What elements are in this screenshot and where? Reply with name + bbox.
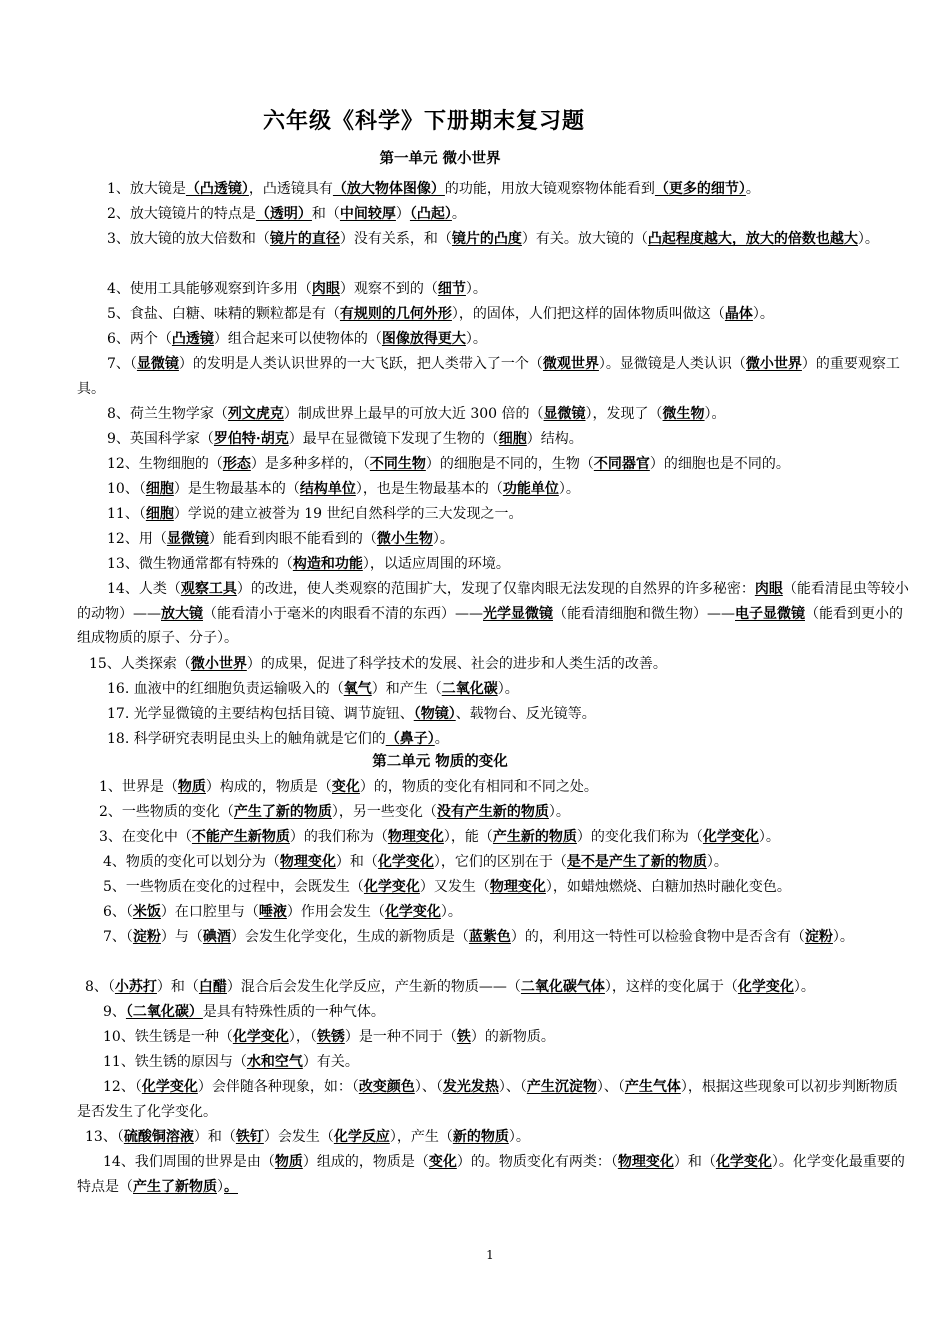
answer-text: 有规则的几何外形 <box>339 306 452 322</box>
answer-text: 列文虎克 <box>227 406 284 422</box>
question-text: 15、人类探索（ <box>89 656 191 672</box>
answer-text: 二氧化碳气体 <box>520 979 605 995</box>
review-question <box>77 875 909 900</box>
answer-text: 物质 <box>177 779 206 795</box>
question-text: ）。 <box>704 406 726 422</box>
question-text: ）、（ <box>596 1079 625 1095</box>
review-question <box>77 900 909 925</box>
answer-text: （二氧化碳） <box>125 1004 203 1020</box>
answer-text: 产生新的物质 <box>492 829 577 845</box>
answer-text: 产生沉淀物 <box>526 1079 597 1095</box>
answer-text: 微观世界 <box>542 356 599 372</box>
answer-text: 化学变化 <box>232 1029 289 1045</box>
question-text: 4、物质的变化可以划分为（ <box>103 854 280 870</box>
review-question <box>77 775 909 800</box>
answer-text: 细胞 <box>498 431 527 447</box>
answer-text: 肉眼 <box>754 581 783 597</box>
review-question <box>77 1125 909 1150</box>
question-text: 3、放大镜的放大倍数和（ <box>107 231 270 247</box>
question-text: 12、用（ <box>107 531 167 547</box>
answer-text: 细胞 <box>145 481 174 497</box>
question-text: 11、（ <box>107 506 146 522</box>
question-text: ）的重要观察工具。 <box>77 356 900 397</box>
question-text: ）。 <box>706 854 728 870</box>
question-text: 8、荷兰生物学家（ <box>107 406 228 422</box>
answer-text: 小苏打 <box>114 979 157 995</box>
question-text: ）会发生（ <box>263 1129 334 1145</box>
review-question <box>77 850 909 875</box>
question-text: ）的细胞也是不同的。 <box>649 456 790 472</box>
question-text: ）。显微镜是人类认识（ <box>598 356 746 372</box>
answer-text: 凸透镜 <box>171 331 214 347</box>
review-question <box>77 277 909 302</box>
answer-text: 物理变化 <box>279 854 336 870</box>
answer-text: 淀粉 <box>804 929 833 945</box>
review-question <box>77 1150 909 1199</box>
question-text: 7、（ <box>107 356 137 372</box>
answer-text: 功能单位 <box>502 481 559 497</box>
answer-text: 变化 <box>331 779 360 795</box>
answer-text: 图像放得更大 <box>381 331 466 347</box>
review-question <box>77 327 909 352</box>
question-text: 7、（ <box>103 929 133 945</box>
question-text: 17. 光学显微镜的主要结构包括目镜、调节旋钮、 <box>107 706 414 722</box>
question-text: 4、使用工具能够观察到许多用（ <box>107 281 312 297</box>
question-text: 1、世界是（ <box>99 779 178 795</box>
question-text: ），产生（ <box>389 1129 453 1145</box>
answer-text: 化学变化 <box>715 1154 772 1170</box>
answer-text: 观察工具 <box>180 581 237 597</box>
question-text: ），这样的变化属于（ <box>604 979 738 995</box>
question-text: ），另一些变化（ <box>331 804 437 820</box>
review-question <box>77 527 909 552</box>
question-text: ）学说的建立被誉为 19 世纪自然科学的三大发现之一。 <box>173 506 523 522</box>
review-question <box>77 652 909 677</box>
answer-text: 微生物 <box>662 406 705 422</box>
answer-text: 物质 <box>274 1154 303 1170</box>
answer-text: 化学变化 <box>377 854 434 870</box>
review-question <box>77 702 909 727</box>
review-question <box>77 427 909 452</box>
question-text: 。 <box>434 731 449 747</box>
answer-text: 微小世界 <box>190 656 247 672</box>
answer-text: 硫酸铜溶液 <box>123 1129 194 1145</box>
review-question <box>77 825 909 850</box>
question-text: 6、两个（ <box>107 331 172 347</box>
question-text: ）和产生（ <box>371 681 442 697</box>
question-text: ）有关。 <box>302 1054 359 1070</box>
question-text: ）有关。放大镜的（ <box>521 231 648 247</box>
question-text: ）。化学变化最重要的特点是（ <box>77 1154 905 1195</box>
answer-text: 光学显微镜 <box>483 605 553 622</box>
answer-text: 铁 <box>456 1029 471 1045</box>
review-question <box>77 552 909 577</box>
question-text: 1、放大镜是 <box>107 181 186 197</box>
answer-text: 产生气体 <box>624 1079 681 1095</box>
question-text: 的功能，用放大镜观察物体能看到 <box>444 181 655 197</box>
page-title: 六年级《科学》下册期末复习题 <box>262 108 585 134</box>
review-question <box>77 925 909 950</box>
answer-text: 化学变化 <box>702 829 759 845</box>
question-text: 13、（ <box>85 1129 124 1145</box>
question-text: ），也是生物最基本的（ <box>355 481 503 497</box>
review-question <box>77 1025 909 1050</box>
review-question <box>77 1050 909 1075</box>
answer-text: 显微镜 <box>136 356 179 372</box>
question-text: （能看到更小的组成物质的原子、分子）。 <box>77 605 903 647</box>
question-text: 是具有特殊性质的一种气体。 <box>202 1004 385 1020</box>
question-text: ）是生物最基本的（ <box>173 481 300 497</box>
question-text: 6、（ <box>103 904 133 920</box>
question-text: ）制成世界上最早的可放大近 300 倍的（ <box>283 406 544 422</box>
question-text: 12、生物细胞的（ <box>107 456 223 472</box>
answer-text: 产生了新的物质 <box>233 804 332 820</box>
answer-text: 二氧化碳 <box>441 681 498 697</box>
question-text: ）的，物质的变化有相同和不同之处。 <box>359 779 598 795</box>
question-text: 12、（ <box>103 1079 142 1095</box>
review-question <box>77 477 909 502</box>
question-text: ）的变化我们称为（ <box>576 829 703 845</box>
question-text: ）结构。 <box>526 431 583 447</box>
question-text: 。 <box>451 206 466 222</box>
answer-text: 显微镜 <box>166 531 209 547</box>
question-text: 18. 科学研究表明昆虫头上的触角就是它们的 <box>107 731 386 747</box>
question-text: ）没有关系，和（ <box>339 231 452 247</box>
question-text: ），发现了（ <box>585 406 663 422</box>
answer-text: （放大物体图像） <box>332 181 445 197</box>
question-text: ），的固体，人们把这样的固体物质叫做这（ <box>451 306 725 322</box>
question-text: 8、（ <box>85 979 115 995</box>
answer-text: 化学变化 <box>737 979 794 995</box>
question-text: ）的细胞是不同的，生物（ <box>425 456 594 472</box>
question-text: 10、铁生锈是一种（ <box>103 1029 233 1045</box>
answer-text: 化学反应 <box>333 1129 390 1145</box>
question-text: ）作用会发生（ <box>286 904 385 920</box>
question-text: ）又发生（ <box>419 879 490 895</box>
question-text: ），它们的区别在于（ <box>433 854 567 870</box>
answer-text: 镜片的直径 <box>269 231 340 247</box>
question-text: ）观察不到的（ <box>339 281 438 297</box>
question-text: 9、 <box>103 1004 126 1020</box>
answer-text: 电子显微镜 <box>735 605 805 622</box>
review-question <box>77 727 909 752</box>
answer-text: 不能产生新物质 <box>191 829 290 845</box>
question-text: ）能看到肉眼不能看到的（ <box>208 531 377 547</box>
question-text: ），根据这些现象可以初步判断物质是否发生了化学变化。 <box>77 1079 898 1120</box>
question-text: 5、一些物质在变化的过程中，会既发生（ <box>103 879 364 895</box>
answer-text: 铁锈 <box>316 1029 345 1045</box>
answer-text: （物镜） <box>413 706 456 722</box>
answer-text: 构造和功能 <box>292 556 363 572</box>
question-text: ）。 <box>857 231 879 247</box>
answer-text: 化学变化 <box>363 879 420 895</box>
question-text: 14、我们周围的世界是由（ <box>103 1154 275 1170</box>
question-text: 13、微生物通常都有特殊的（ <box>107 556 293 572</box>
question-text: （能看清小于毫米的肉眼看不清的东西）—— <box>203 605 483 622</box>
review-question <box>77 202 909 227</box>
answer-text: （透明） <box>255 206 312 222</box>
review-question <box>77 975 909 1000</box>
answer-text: 产生了新物质 <box>133 1178 217 1195</box>
question-text: ）的发明是人类认识世界的一大飞跃，把人类带入了一个（ <box>178 356 543 372</box>
question-text: （能看清昆虫等较小的动物）—— <box>77 581 909 622</box>
question-text: ）。 <box>558 481 580 497</box>
question-text: ），以适应周围的环境。 <box>362 556 510 572</box>
question-text: ），能（ <box>443 829 493 845</box>
answer-text: 肉眼 <box>311 281 340 297</box>
answer-text: 水和空气 <box>246 1054 303 1070</box>
answer-text: 中间较厚 <box>339 206 396 222</box>
question-text: ）。 <box>508 1129 530 1145</box>
answer-text: 。 <box>224 1178 238 1195</box>
review-question <box>77 352 909 401</box>
answer-text: 淀粉 <box>132 929 161 945</box>
answer-text: 不同器官 <box>593 456 650 472</box>
question-text: 。 <box>745 181 760 197</box>
review-question <box>77 800 909 825</box>
question-text: ）。 <box>465 331 487 347</box>
review-question <box>77 302 909 327</box>
answer-text: 米饭 <box>132 904 161 920</box>
answer-text: （更多的细节） <box>654 181 746 197</box>
question-text: ）的新物质。 <box>470 1029 555 1045</box>
question-text: ）。 <box>832 929 854 945</box>
review-question <box>77 677 909 702</box>
answer-text: 形态 <box>222 456 251 472</box>
answer-text: 物理变化 <box>489 879 546 895</box>
question-text: 2、一些物质的变化（ <box>99 804 234 820</box>
question-text: ）组成的，物质是（ <box>302 1154 429 1170</box>
question-text: ）。 <box>440 904 462 920</box>
answer-text: 蓝紫色 <box>468 929 511 945</box>
answer-text: 变化 <box>428 1154 457 1170</box>
answer-text: 物理变化 <box>617 1154 674 1170</box>
answer-text: 没有产生新的物质 <box>436 804 549 820</box>
review-question <box>77 1075 909 1124</box>
answer-text: 唾液 <box>258 904 287 920</box>
question-text: 10、（ <box>107 481 146 497</box>
answer-text: 晶体 <box>724 306 753 322</box>
answer-text: 结构单位 <box>299 481 356 497</box>
question-text: ）、（ <box>414 1079 443 1095</box>
question-text: ）与（ <box>160 929 203 945</box>
answer-text: 新的物质 <box>452 1129 509 1145</box>
question-text: ）、（ <box>498 1079 527 1095</box>
question-text: ）。 <box>432 531 454 547</box>
question-text: ）。 <box>465 281 487 297</box>
answer-text: 凸起程度越大，放大的倍数也越大 <box>647 231 858 247</box>
answer-text: 显微镜 <box>543 406 586 422</box>
question-text: ）的成果，促进了科学技术的发展、社会的进步和人类生活的改善。 <box>246 656 667 672</box>
answer-text: 发光发热 <box>442 1079 499 1095</box>
question-text: ，凸透镜具有 <box>248 181 333 197</box>
answer-text: 不同生物 <box>369 456 426 472</box>
question-text: 5、食盐、白糖、味精的颗粒都是有（ <box>107 306 340 322</box>
question-text: ）的，利用这一特性可以检验食物中是否含有（ <box>510 929 805 945</box>
question-text: ）组合起来可以使物体的（ <box>213 331 382 347</box>
question-text: 2、放大镜镜片的特点是 <box>107 206 256 222</box>
answer-text: 是不是产生了新的物质 <box>566 854 707 870</box>
answer-text: 放大镜 <box>161 605 203 622</box>
question-text: ）和（ <box>673 1154 716 1170</box>
question-text: ）的我们称为（ <box>289 829 388 845</box>
question-text: ）是一种不同于（ <box>344 1029 457 1045</box>
question-text: ） <box>217 1178 224 1195</box>
question-text: ）和（ <box>193 1129 236 1145</box>
page-number: 1 <box>486 1248 494 1262</box>
question-text: 14、人类（ <box>107 581 181 597</box>
question-text: 9、英国科学家（ <box>107 431 214 447</box>
question-text: ）和（ <box>335 854 378 870</box>
question-text: ）混合后会发生化学反应，产生新的物质——（ <box>226 979 521 995</box>
answer-text: （凸起） <box>409 206 452 222</box>
question-text: ）的改进，使人类观察的范围扩大，发现了仅靠肉眼无法发现的自然界的许多秘密： <box>236 581 755 597</box>
question-text: （能看清细胞和微生物）—— <box>553 605 735 622</box>
question-text: ）和（ <box>156 979 199 995</box>
answer-text: 化学变化 <box>141 1079 198 1095</box>
review-question <box>77 577 909 651</box>
question-text: ）。 <box>793 979 815 995</box>
review-question <box>77 402 909 427</box>
answer-text: 碘酒 <box>202 929 231 945</box>
question-text: ），如蜡烛燃烧、白糖加热时融化变色。 <box>545 879 791 895</box>
review-question <box>77 177 909 202</box>
question-text: ）。 <box>752 306 774 322</box>
answer-text: 铁钉 <box>235 1129 264 1145</box>
answer-text: 物理变化 <box>387 829 444 845</box>
question-text: 、载物台、反光镜等。 <box>455 706 596 722</box>
answer-text: 细节 <box>437 281 466 297</box>
question-text: 3、在变化中（ <box>99 829 192 845</box>
answer-text: 镜片的凸度 <box>451 231 522 247</box>
question-text: ），（ <box>288 1029 317 1045</box>
question-text: 和（ <box>311 206 340 222</box>
question-text: ）在口腔里与（ <box>160 904 259 920</box>
question-text: 11、铁生锈的原因与（ <box>103 1054 247 1070</box>
answer-text: 氧气 <box>343 681 372 697</box>
answer-text: 白醋 <box>198 979 227 995</box>
question-text: ）。 <box>758 829 780 845</box>
review-question <box>77 502 909 527</box>
question-text: ）会伴随各种现象，如：（ <box>197 1079 359 1095</box>
question-text: ）最早在显微镜下发现了生物的（ <box>288 431 499 447</box>
review-question <box>77 227 909 252</box>
question-text: ）。 <box>497 681 519 697</box>
unit-heading: 第二单元 物质的变化 <box>372 753 508 770</box>
question-text: ）会发生化学变化，生成的新物质是（ <box>230 929 469 945</box>
answer-text: 微小生物 <box>376 531 433 547</box>
question-text: ）构成的，物质是（ <box>205 779 332 795</box>
answer-text: 化学变化 <box>384 904 441 920</box>
answer-text: （凸透镜） <box>185 181 249 197</box>
question-text: ）。 <box>548 804 570 820</box>
review-question <box>77 1000 909 1025</box>
unit-heading: 第一单元 微小世界 <box>379 150 501 167</box>
answer-text: 改变颜色 <box>358 1079 415 1095</box>
question-text: ）是多种多样的，（ <box>250 456 370 472</box>
question-text: ）的。物质变化有两类：（ <box>456 1154 618 1170</box>
answer-text: 微小世界 <box>745 356 802 372</box>
answer-text: 罗伯特·胡克 <box>213 431 289 447</box>
review-question <box>77 452 909 477</box>
answer-text: 细胞 <box>145 506 174 522</box>
question-text: ） <box>395 206 410 222</box>
answer-text: （鼻子） <box>385 731 435 747</box>
question-text: 16. 血液中的红细胞负责运输吸入的（ <box>107 681 344 697</box>
